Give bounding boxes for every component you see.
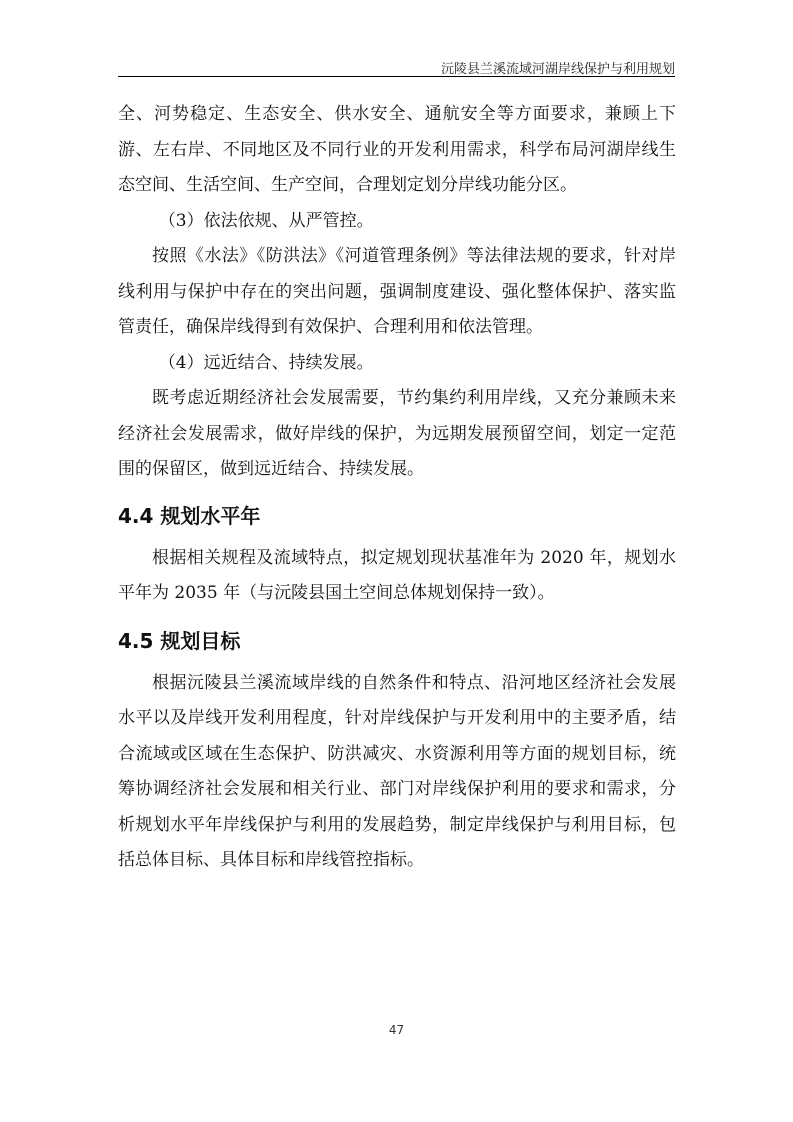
section-heading-4-5: 4.5 规划目标 [118,628,241,653]
page-number: 47 [388,1023,405,1037]
header-rule [118,76,675,77]
paragraph-planning-goals: 根据沅陵县兰溪流域岸线的自然条件和特点、沿河地区经济社会发展水平以及岸线开发利用程度，针对岸线保护与开发利用中的主要矛盾，结合流域或区域在生态保护、防洪减灾、水资源利用等方面的规划目标，统筹协调经济社会发展和相关行业、部门对岸线保护利用的要求和需求，分析规划水平年岸线保护与利用的发展趋势，制定岸线保护与利用目标，包括总体目标、具体目标和岸线管控指标。 [118,672,676,870]
paragraph-long-short-term: 既考虑近期经济社会发展需要，节约集约利用岸线，又充分兼顾未来经济社会发展需求，做好岸线的保护，为远期发展预留空间，划定一定范围的保留区，做到远近结合、持续发展。 [118,388,676,479]
principle-item-3: （3）依法依规、从严管控。 [158,210,374,231]
paragraph-principle-continued: 全、河势稳定、生态安全、供水安全、通航安全等方面要求，兼顾上下游、左右岸、不同地区及不同行业的开发利用需求，科学布局河湖岸线生态空间、生活空间、生产空间，合理划定划分岸线功能分区。 [118,104,676,195]
running-header-title: 沅陵县兰溪流域河湖岸线保护与利用规划 [440,62,675,77]
paragraph-planning-year: 根据相关规程及流域特点，拟定规划现状基准年为 2020 年，规划水平年为 2035 年（与沅陵县国土空间总体规划保持一致）。 [118,547,676,603]
paragraph-law-compliance: 按照《水法》《防洪法》《河道管理条例》等法律法规的要求，针对岸线利用与保护中存在的突出问题，强调制度建设、强化整体保护、落实监管责任，确保岸线得到有效保护、合理利用和依法管理。 [118,246,676,337]
section-heading-4-4: 4.4 规划水平年 [118,503,261,528]
page-body [118,97,676,879]
principle-item-4: （4）远近结合、持续发展。 [158,352,374,373]
